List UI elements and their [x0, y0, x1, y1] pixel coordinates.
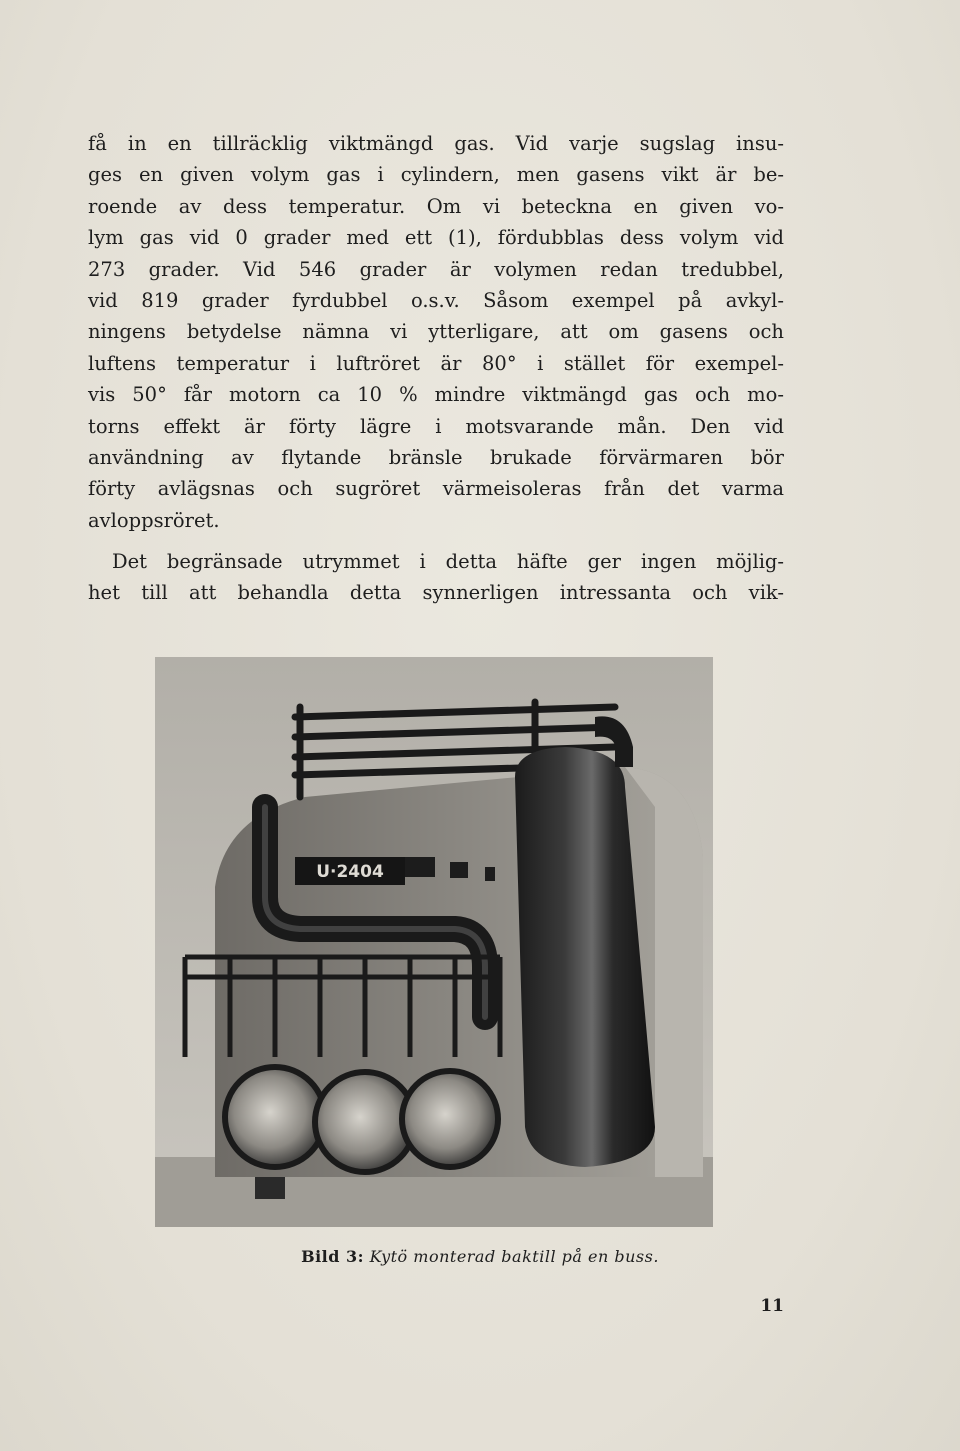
gas-generator-illustration: [155, 657, 713, 1227]
bus-photograph: [155, 657, 713, 1227]
text-line: lym gas vid 0 grader med ett (1), fördubblas dess volym vid: [88, 226, 784, 250]
license-plate: U·2404: [316, 862, 384, 882]
body-text: [88, 128, 784, 609]
paragraph-1: [88, 128, 784, 536]
caption-description: Kytö monterad baktill på en buss.: [369, 1247, 659, 1266]
text-line: roende av dess temperatur. Om vi beteckna en given vo-: [88, 194, 784, 218]
paragraph-2: [88, 546, 784, 609]
text-line: torns effekt är förty lägre i motsvarande mån. Den vid: [88, 414, 784, 438]
page-number: 11: [760, 1296, 784, 1316]
text-line: 273 grader. Vid 546 grader är volymen redan tredubbel,: [88, 257, 784, 281]
text-line: vid 819 grader fyrdubbel o.s.v. Såsom exempel på avkyl-: [88, 288, 784, 312]
text-line: vis 50° får motorn ca 10 % mindre viktmängd gas och mo-: [88, 383, 784, 407]
text-line: ningens betydelse nämna vi ytterligare, att om gasens och: [88, 320, 784, 344]
text-line: användning av flytande bränsle brukade förvärmaren bör: [88, 445, 784, 469]
text-line: förty avlägsnas och sugröret värmeisoleras från det varma: [88, 477, 784, 501]
text-line: få in en tillräcklig viktmängd gas. Vid varje sugslag insu-: [88, 132, 784, 155]
text-line: Det begränsade utrymmet i detta häfte ger ingen möjlig-: [112, 550, 784, 574]
text-line: ges en given volym gas i cylindern, men gasens vikt är be-: [88, 163, 784, 187]
figure-caption: [0, 1247, 960, 1266]
text-line: het till att behandla detta synnerligen intressanta och vik-: [88, 581, 784, 605]
text-line: luftens temperatur i luftröret är 80° i stället för exempel-: [88, 351, 784, 375]
caption-label: Bild 3:: [301, 1247, 365, 1266]
text-line: avloppsröret.: [88, 508, 220, 532]
